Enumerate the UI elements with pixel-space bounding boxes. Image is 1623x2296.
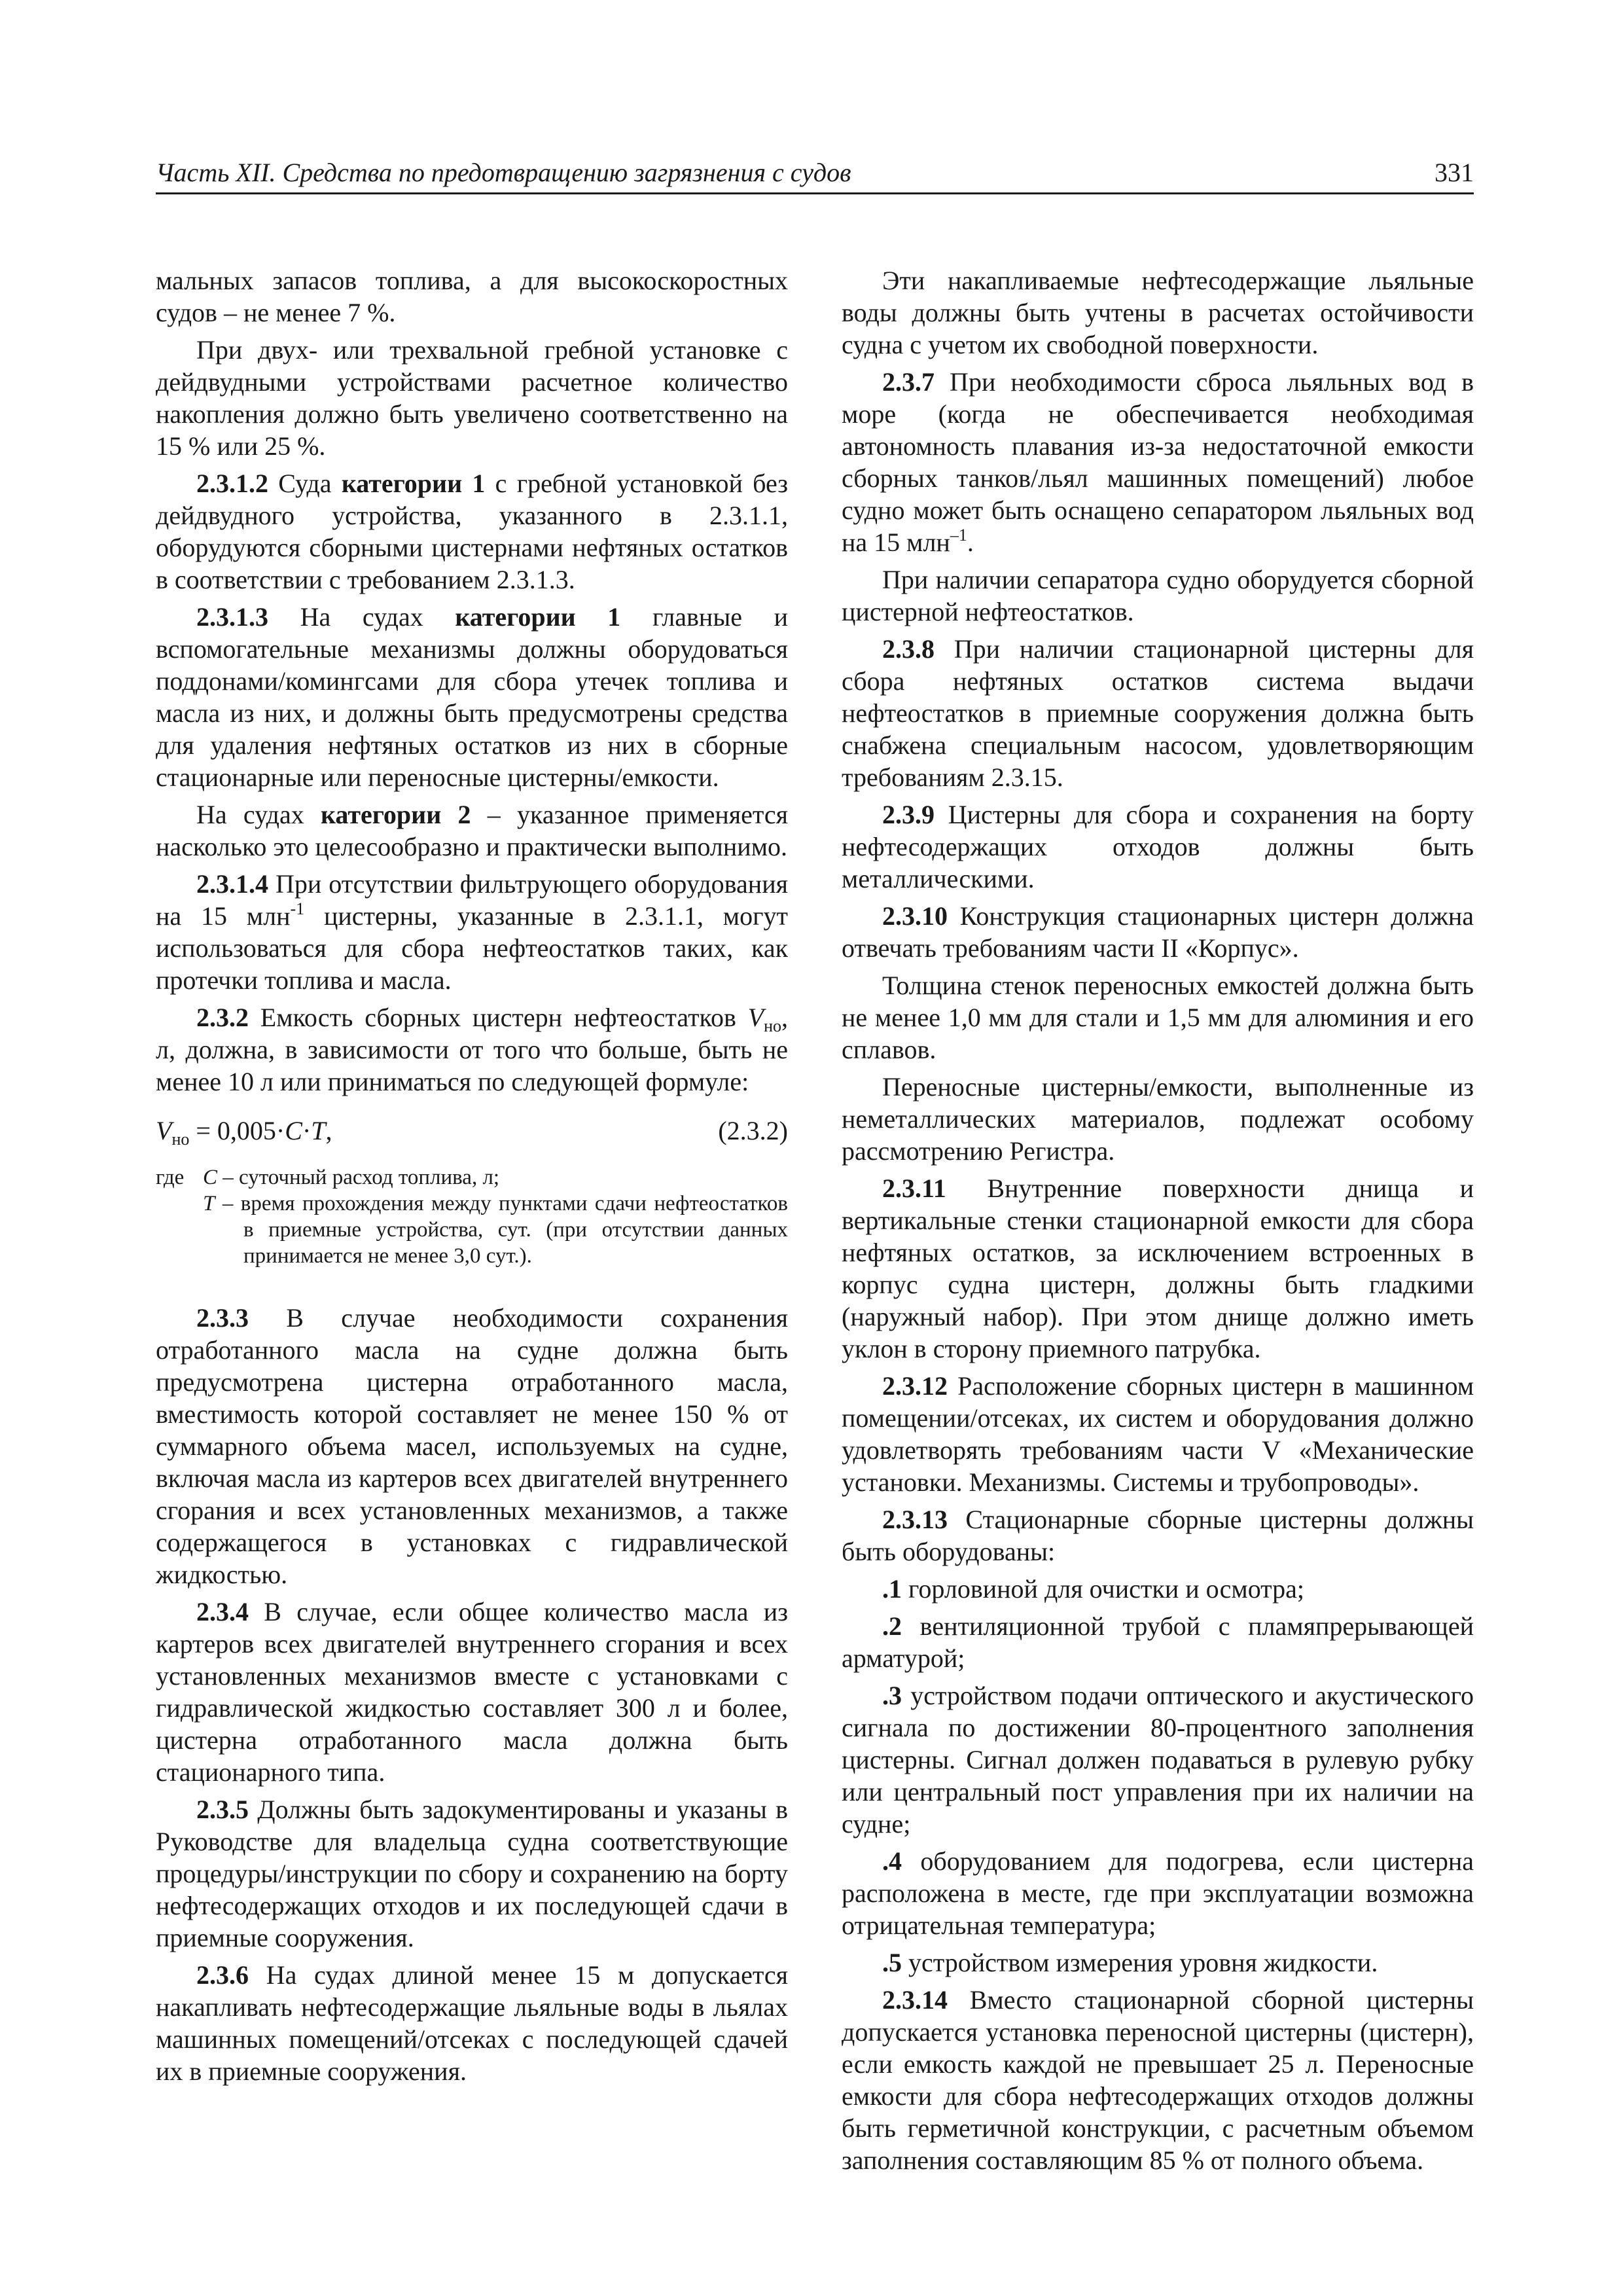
paragraph: мальных запасов топлива, а для высокоскоростных судов – не менее 7 %.	[156, 266, 788, 327]
item-number: .4	[882, 1846, 902, 1876]
header-title: Часть XII. Средства по предотвращению загрязнения с судов	[156, 158, 851, 187]
variable: V	[156, 1116, 172, 1145]
variable: C	[203, 1166, 218, 1189]
paragraph-2-3-10	[842, 900, 1474, 964]
bold-term: категории 2	[320, 800, 471, 829]
paragraph-text: Конструкция стационарных цистерн должна отвечать требованиям части II «Корпус».	[842, 901, 1474, 963]
paragraph-text: , л, должна, в зависимости от того что больше, быть не менее 10 л или приниматься по следующей формуле:	[156, 1003, 788, 1096]
paragraph-2-3-12	[842, 1370, 1474, 1498]
list-item-text: оборудованием для подогрева, если цистерна расположена в месте, где при эксплуатации возможна отрицательная температура;	[842, 1846, 1474, 1940]
paragraph-2-3-8	[842, 633, 1474, 793]
left-column	[156, 264, 788, 2092]
clause-number: 2.3.1.3	[196, 602, 268, 632]
paragraph-text: На судах	[268, 602, 455, 632]
clause-number: 2.3.3	[196, 1303, 249, 1333]
formula-legend	[156, 1164, 788, 1269]
clause-number: 2.3.10	[882, 901, 948, 931]
paragraph-text: с гребной установкой без дейдвудного устройства, указанного в 2.3.1.1, оборудуются сборными цистернами нефтяных остатков в соответствии с требованием 2.3.1.3.	[156, 469, 788, 594]
bold-term: категории 1	[455, 602, 621, 632]
variable: T	[311, 1116, 326, 1145]
paragraph-text: – указанное применяется насколько это целесообразно и практически выполнимо.	[156, 800, 789, 861]
paragraph-2-3-4	[156, 1596, 788, 1788]
paragraph-text: На судах	[196, 800, 321, 829]
clause-number: 2.3.14	[882, 1985, 948, 2015]
clause-number: 2.3.1.2	[196, 469, 268, 498]
list-item-text: вентиляционной трубой с пламяпрерывающей арматурой;	[842, 1611, 1474, 1673]
legend-label: где	[156, 1166, 185, 1189]
clause-number: 2.3.6	[196, 1960, 249, 1990]
paragraph-text: При наличии стационарной цистерны для сбора нефтяных остатков система выдачи нефтеостатков в приемные сооружения должна быть снабжена специальным насосом, удовлетворяющим требованиям 2.3.15.	[842, 634, 1474, 792]
paragraph-text: главные и вспомогательные механизмы должны оборудоваться поддонами/комингсами для сбора утечек топлива и масла из них, и должны быть предусмотрены средства для удаления нефтяных остатков из них в сборные стационарные или переносные цистерны/емкости.	[156, 602, 788, 792]
item-number: .3	[882, 1681, 902, 1710]
paragraph: При наличии сепаратора судно оборудуется сборной цистерной нефтеостатков.	[842, 565, 1474, 626]
superscript: -1	[290, 899, 305, 918]
paragraph-2-3-9	[842, 798, 1474, 895]
clause-number: 2.3.1.4	[196, 869, 268, 899]
clause-number: 2.3.8	[882, 634, 935, 664]
paragraph: Толщина стенок переносных емкостей должна быть не менее 1,0 мм для стали и 1,5 мм для алюминия и его сплавов.	[842, 971, 1474, 1064]
clause-number: 2.3.2	[196, 1003, 249, 1032]
list-item	[842, 1845, 1474, 1941]
right-column	[842, 264, 1474, 2181]
paragraph	[156, 798, 788, 863]
variable: V	[747, 1003, 764, 1032]
clause-number: 2.3.5	[196, 1795, 249, 1824]
formula-text: ·	[302, 1116, 312, 1145]
paragraph-text: Стационарные сборные цистерны должны быть оборудованы:	[842, 1505, 1474, 1566]
legend-text: – суточный расход топлива, л;	[217, 1166, 500, 1189]
paragraph: При двух- или трехвальной гребной установке с дейдвудными устройствами расчетное количество накопления должно быть увеличено соответственно на 15 % или 25 %.	[156, 335, 788, 461]
clause-number: 2.3.9	[882, 800, 935, 829]
formula-text: = 0,005·	[189, 1116, 285, 1145]
item-number: .1	[882, 1574, 902, 1604]
variable: C	[285, 1116, 302, 1145]
paragraph-text: В случае необходимости сохранения отработанного масла на судне должна быть предусмотрена цистерна отработанного масла, вместимость которой составляет не менее 150 % от суммарного объема масел, используемых на судне, включая масла из картеров всех двигателей внутреннего сгорания и всех установленных механизмов, а также содержащегося в установках с гидравлической жидкостью.	[156, 1303, 788, 1589]
formula-2-3-2	[156, 1115, 788, 1147]
list-item	[842, 1573, 1474, 1605]
paragraph-2-3-3	[156, 1302, 788, 1590]
paragraph-text: На судах длиной менее 15 м допускается накапливать нефтесодержащие льяльные воды в льялах машинных помещений/отсеках с последующей сдачей их в приемные сооружения.	[156, 1960, 788, 2086]
clause-number: 2.3.11	[882, 1174, 946, 1203]
formula-number: (2.3.2)	[718, 1116, 788, 1145]
subscript: но	[171, 1130, 190, 1149]
variable: T	[203, 1192, 215, 1215]
paragraph-2-3-7	[842, 366, 1474, 558]
paragraph-text: цистерны, указанные в 2.3.1.1, могут использоваться для сбора нефтеостатков таких, как протечки топлива и масла.	[156, 901, 788, 995]
paragraph-2-3-13	[842, 1503, 1474, 1568]
paragraph-text: При отсутствии фильтрующего оборудования на 15 млн	[156, 869, 788, 931]
paragraph-2-3-1-2	[156, 467, 788, 596]
superscript: –1	[950, 526, 967, 545]
paragraph-2-3-2	[156, 1001, 788, 1098]
paragraph-text: Вместо стационарной сборной цистерны допускается установка переносной цистерны (цистерн), если емкость каждой не превышает 25 л. Переносные емкости для сбора нефтесодержащих отходов должны быть герметичной конструкции, с расчетным объемом заполнения составляющим 85 % от полного объема.	[842, 1985, 1474, 2175]
paragraph: Переносные цистерны/емкости, выполненные из неметаллических материалов, подлежат особому рассмотрению Регистра.	[842, 1072, 1474, 1166]
paragraph: Эти накапливаемые нефтесодержащие льяльные воды должны быть учтены в расчетах остойчивости судна с учетом их свободной поверхности.	[842, 266, 1474, 359]
subscript: но	[764, 1016, 781, 1035]
clause-number: 2.3.12	[882, 1371, 948, 1401]
list-item-text: горловиной для очистки и осмотра;	[902, 1574, 1304, 1604]
running-header	[156, 153, 1474, 194]
paragraph-text: Должны быть задокументированы и указаны в Руководстве для владельца судна соответствующие процедуры/инструкции по сбору и сохранению на борту нефтесодержащих отходов и их последующей сдачи в приемные сооружения.	[156, 1795, 788, 1952]
paragraph-2-3-11	[842, 1172, 1474, 1365]
paragraph-2-3-6	[156, 1959, 788, 2087]
list-item	[842, 1679, 1474, 1840]
paragraph-text: Внутренние поверхности днища и вертикальные стенки стационарной емкости для сбора нефтяных остатков, за исключением встроенных в корпус судна цистерн, должны быть гладкими (наружный набор). При этом днище должно иметь уклон в сторону приемного патрубка.	[842, 1174, 1474, 1363]
paragraph-text: В случае, если общее количество масла из картеров всех двигателей внутреннего сгорания и всех установленных механизмов вместе с установками с гидравлической жидкостью составляет 300 л и более, цистерна отработанного масла должна быть стационарного типа.	[156, 1597, 788, 1787]
clause-number: 2.3.7	[882, 367, 935, 397]
formula-text: ,	[325, 1116, 332, 1145]
list-item-text: устройством подачи оптического и акустического сигнала по достижении 80-процентного заполнения цистерны. Сигнал должен подаваться в рулевую рубку или центральный пост управления при их наличии на судне;	[842, 1681, 1474, 1839]
legend-text: – время прохождения между пунктами сдачи нефтеостатков в приемные устройства, сут. (при отсутствии данных принимается не менее 3,0 сут.).	[215, 1192, 788, 1268]
paragraph-2-3-14	[842, 1984, 1474, 2176]
clause-number: 2.3.4	[196, 1597, 249, 1626]
item-number: .2	[882, 1611, 902, 1641]
paragraph-2-3-5	[156, 1793, 788, 1954]
bold-term: категории 1	[341, 469, 486, 498]
paragraph-text: .	[967, 528, 974, 557]
clause-number: 2.3.13	[882, 1505, 948, 1534]
list-item-text: устройством измерения уровня жидкости.	[902, 1948, 1378, 1977]
paragraph-text: Расположение сборных цистерн в машинном помещении/отсеках, их систем и оборудования должно удовлетворять требованиям части V «Механические установки. Механизмы. Системы и трубопроводы».	[842, 1371, 1474, 1497]
paragraph-text: Цистерны для сбора и сохранения на борту нефтесодержащих отходов должны быть металлическими.	[842, 800, 1474, 893]
list-item	[842, 1946, 1474, 1979]
page-number: 331	[1435, 158, 1474, 187]
paragraph-text: При необходимости сброса льяльных вод в море (когда не обеспечивается необходимая автономность плавания из-за недостаточной емкости сборных танков/льял машинных помещений) любое судно может быть оснащено сепаратором льяльных вод на 15 млн	[842, 367, 1474, 557]
paragraph-text: Суда	[268, 469, 342, 498]
paragraph-text: Емкость сборных цистерн нефтеостатков	[249, 1003, 748, 1032]
paragraph-2-3-1-3	[156, 601, 788, 793]
item-number: .5	[882, 1948, 902, 1977]
list-item	[842, 1610, 1474, 1674]
paragraph-2-3-1-4	[156, 868, 788, 996]
